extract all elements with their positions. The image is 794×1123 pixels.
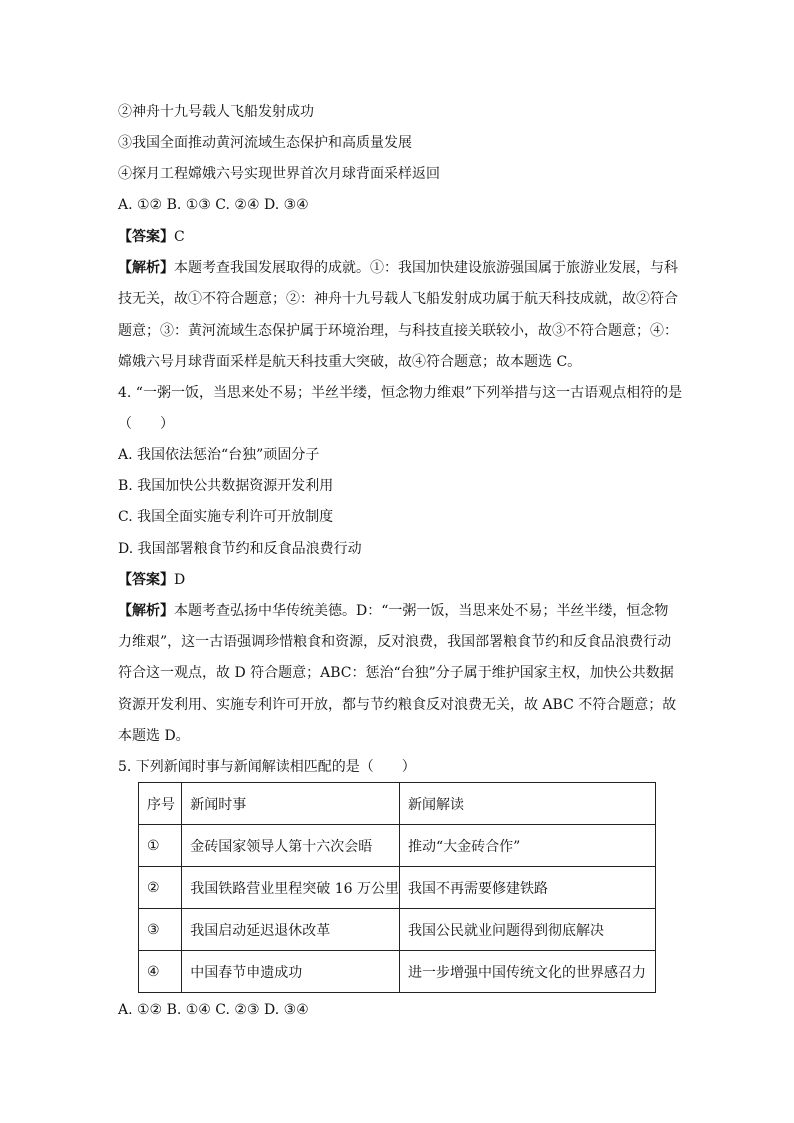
q4-analysis-line-4: 资源开发利用、实施专利许可开放，都与节约粮食反对浪费无关，故 ABC 不符合题意；故 <box>118 697 677 713</box>
analysis-label: 【解析】 <box>118 603 174 619</box>
q3-options: A. ①② B. ①③ C. ②④ D. ③④ <box>118 197 309 213</box>
q3-analysis-line-4: 嫦娥六号月球背面采样是航天科技重大突破，故④符合题意；故本题选 C。 <box>118 354 582 370</box>
row-number: ① <box>139 825 182 867</box>
row-news-interpretation: 推动“大金砖合作” <box>400 825 656 867</box>
news-table <box>138 782 656 993</box>
q3-answer <box>118 227 678 247</box>
q3-item-2: ②神舟十九号载人飞船发射成功 <box>118 104 314 120</box>
q3-analysis-line-1 <box>118 258 678 278</box>
analysis-text: 本题考查我国发展取得的成就。①：我国加快建设旅游强国属于旅游业发展，与科 <box>174 260 678 276</box>
answer-label: 【答案】 <box>118 572 174 588</box>
q3-analysis-line-2: 技无关，故①不符合题意；②：神舟十九号载人飞船发射成功属于航天科技成就，故②符合 <box>118 291 678 307</box>
row-number: ④ <box>139 951 182 993</box>
table-row <box>139 909 656 951</box>
answer-label: 【答案】 <box>118 229 174 245</box>
q3-analysis-line-3: 题意；③：黄河流域生态保护属于环境治理，与科技直接关联较小，故③不符合题意；④： <box>118 323 678 339</box>
q3-item-4: ④探月工程嫦娥六号实现世界首次月球背面采样返回 <box>118 166 440 182</box>
q4-stem-line-2: （ ） <box>118 416 174 432</box>
answer-value: D <box>174 572 186 588</box>
q4-option-b: B. 我国加快公共数据资源开发利用 <box>118 478 334 494</box>
q5-options: A. ①② B. ①④ C. ②③ D. ③④ <box>118 1002 309 1018</box>
header-news-event: 新闻时事 <box>182 783 400 825</box>
q4-stem-line-1: 4. “一粥一饭，当思来处不易；半丝半缕，恒念物力维艰”下列举措与这一古语观点相符的是 <box>118 385 683 401</box>
q4-analysis-line-3: 符合这一观点，故 D 符合题意；ABC：惩治“台独”分子属于维护国家主权，加快公共数据 <box>118 665 674 681</box>
table-row <box>139 825 656 867</box>
q4-option-a: A. 我国依法惩治“台独”顽固分子 <box>118 447 320 463</box>
analysis-label: 【解析】 <box>118 260 174 276</box>
row-news-event: 我国启动延迟退休改革 <box>182 909 400 951</box>
analysis-text: 本题考查弘扬中华传统美德。D：“一粥一饭，当思来处不易；半丝半缕，恒念物 <box>174 603 669 619</box>
row-number: ② <box>139 867 182 909</box>
q4-answer <box>118 570 678 590</box>
header-news-interpretation: 新闻解读 <box>400 783 656 825</box>
q4-option-c: C. 我国全面实施专利许可开放制度 <box>118 509 334 525</box>
row-news-interpretation: 我国不再需要修建铁路 <box>400 867 656 909</box>
table-row <box>139 867 656 909</box>
q4-analysis-line-1 <box>118 601 678 621</box>
q4-analysis-line-5: 本题选 D。 <box>118 728 190 744</box>
row-news-event: 中国春节申遗成功 <box>182 951 400 993</box>
q3-item-3: ③我国全面推动黄河流域生态保护和高质量发展 <box>118 135 412 151</box>
header-number: 序号 <box>139 783 182 825</box>
row-news-event: 我国铁路营业里程突破 16 万公里 <box>182 867 400 909</box>
row-news-event: 金砖国家领导人第十六次会晤 <box>182 825 400 867</box>
row-news-interpretation: 进一步增强中国传统文化的世界感召力 <box>400 951 656 993</box>
row-news-interpretation: 我国公民就业问题得到彻底解决 <box>400 909 656 951</box>
q4-analysis-line-2: 力维艰”，这一古语强调珍惜粮食和资源，反对浪费，我国部署粮食节约和反食品浪费行动 <box>118 634 672 650</box>
q5-stem: 5. 下列新闻时事与新闻解读相匹配的是（ ） <box>118 759 416 775</box>
table-header-row <box>139 783 656 825</box>
row-number: ③ <box>139 909 182 951</box>
table-row <box>139 951 656 993</box>
answer-value: C <box>174 229 185 245</box>
q4-option-d: D. 我国部署粮食节约和反食品浪费行动 <box>118 541 362 557</box>
